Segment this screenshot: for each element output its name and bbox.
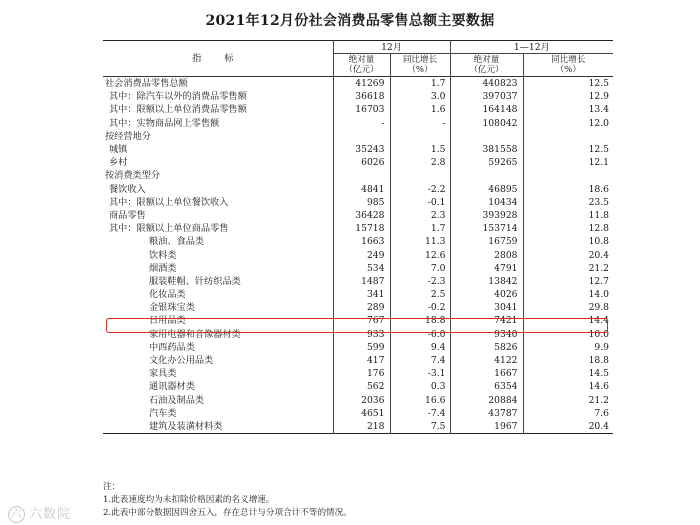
header-ytd-abs: 绝对量 （亿元） bbox=[450, 54, 523, 77]
cell-ytd-yoy: 7.6 bbox=[523, 407, 613, 420]
table-row bbox=[103, 301, 613, 314]
cell-ytd-abs: 4026 bbox=[450, 288, 523, 301]
cell-month-yoy: 0.3 bbox=[390, 380, 450, 393]
cell-month-abs: 41269 bbox=[333, 77, 390, 91]
cell-month-yoy: 3.0 bbox=[390, 90, 450, 103]
cell-ytd-abs: 1967 bbox=[450, 420, 523, 434]
cell-ytd-yoy: 12.0 bbox=[523, 117, 613, 130]
cell-month-abs: 6026 bbox=[333, 156, 390, 169]
cell-month-yoy: -7.4 bbox=[390, 407, 450, 420]
row-label: 商品零售 bbox=[109, 209, 146, 221]
row-label: 家用电器和音像器材类 bbox=[149, 328, 241, 340]
cell-ytd-yoy: 21.2 bbox=[523, 394, 613, 407]
cell-ytd-yoy: 12.7 bbox=[523, 275, 613, 288]
table-row bbox=[103, 380, 613, 393]
row-label: 其中：限额以上单位餐饮收入 bbox=[109, 196, 229, 208]
page-title: 2021年12月份社会消费品零售总额主要数据 bbox=[205, 13, 495, 29]
table-row bbox=[103, 275, 613, 288]
cell-ytd-yoy: 20.4 bbox=[523, 420, 613, 434]
cell-ytd-yoy: 10.0 bbox=[523, 328, 613, 341]
row-label: 通讯器材类 bbox=[149, 381, 195, 393]
row-label: 家具类 bbox=[149, 368, 177, 380]
cell-ytd-yoy: 20.4 bbox=[523, 248, 613, 261]
header-month-abs: 绝对量 （亿元） bbox=[333, 54, 390, 77]
cell-month-abs: 1663 bbox=[333, 235, 390, 248]
table-row bbox=[103, 117, 613, 130]
table-row bbox=[103, 248, 613, 261]
notes-heading: 注： bbox=[103, 482, 121, 492]
cell-month-abs: 16703 bbox=[333, 103, 390, 116]
cell-month-yoy: -0.1 bbox=[390, 196, 450, 209]
cell-month-yoy: 2.8 bbox=[390, 156, 450, 169]
cell-ytd-abs: 381558 bbox=[450, 143, 523, 156]
cell-ytd-abs bbox=[450, 169, 523, 182]
cell-ytd-yoy: 12.5 bbox=[523, 77, 613, 91]
table-row bbox=[103, 222, 613, 235]
table-row bbox=[103, 169, 613, 182]
cell-ytd-abs: 440823 bbox=[450, 77, 523, 91]
table-notes bbox=[103, 481, 352, 520]
cell-ytd-yoy: 12.1 bbox=[523, 156, 613, 169]
row-label: 建筑及装潢材料类 bbox=[149, 420, 223, 432]
cell-month-abs: 767 bbox=[333, 314, 390, 327]
cell-ytd-abs: 393928 bbox=[450, 209, 523, 222]
cell-month-abs: 4841 bbox=[333, 183, 390, 196]
cell-month-abs: 289 bbox=[333, 301, 390, 314]
cell-month-yoy bbox=[390, 169, 450, 182]
table-row bbox=[103, 288, 613, 301]
cell-ytd-abs: 7421 bbox=[450, 314, 523, 327]
note-1: 1.此表速度均为未扣除价格因素的名义增速。 bbox=[103, 495, 275, 505]
table-row bbox=[103, 156, 613, 169]
cell-ytd-abs: 10434 bbox=[450, 196, 523, 209]
row-label: 金银珠宝类 bbox=[149, 302, 195, 314]
cell-ytd-yoy: 13.4 bbox=[523, 103, 613, 116]
cell-ytd-yoy: 9.9 bbox=[523, 341, 613, 354]
cell-month-abs: 1487 bbox=[333, 275, 390, 288]
cell-month-abs: 176 bbox=[333, 367, 390, 380]
cell-month-abs bbox=[333, 130, 390, 143]
table-row bbox=[103, 420, 613, 434]
cell-ytd-yoy: 18.6 bbox=[523, 183, 613, 196]
table-row bbox=[103, 407, 613, 420]
cell-ytd-yoy: 14.5 bbox=[523, 367, 613, 380]
cell-month-yoy: 16.6 bbox=[390, 394, 450, 407]
cell-ytd-abs: 20884 bbox=[450, 394, 523, 407]
row-label: 其中：限额以上单位消费品零售额 bbox=[109, 104, 247, 116]
note-2: 2.此表中部分数据因四舍五入，存在总计与分项合计不等的情况。 bbox=[103, 508, 352, 518]
cell-month-abs: 341 bbox=[333, 288, 390, 301]
cell-ytd-abs: 13842 bbox=[450, 275, 523, 288]
cell-month-abs: 2036 bbox=[333, 394, 390, 407]
table-row bbox=[103, 314, 613, 327]
cell-month-yoy: 9.4 bbox=[390, 341, 450, 354]
table-row bbox=[103, 183, 613, 196]
cell-ytd-abs: 108042 bbox=[450, 117, 523, 130]
cell-month-abs: 599 bbox=[333, 341, 390, 354]
row-label: 按消费类型分 bbox=[105, 170, 161, 182]
header-month-yoy: 同比增长 （%） bbox=[390, 54, 450, 77]
cell-ytd-abs bbox=[450, 130, 523, 143]
table-row bbox=[103, 196, 613, 209]
cell-month-abs: 36618 bbox=[333, 90, 390, 103]
table-row bbox=[103, 235, 613, 248]
retail-sales-table bbox=[103, 40, 613, 434]
cell-ytd-abs: 3041 bbox=[450, 301, 523, 314]
row-label: 其中：除汽车以外的消费品零售额 bbox=[109, 91, 247, 103]
cell-ytd-yoy bbox=[523, 130, 613, 143]
row-label: 日用品类 bbox=[149, 315, 186, 327]
table-row bbox=[103, 328, 613, 341]
row-label: 中西药品类 bbox=[149, 341, 195, 353]
cell-month-abs: 534 bbox=[333, 262, 390, 275]
table-row bbox=[103, 262, 613, 275]
cell-month-yoy: 1.7 bbox=[390, 222, 450, 235]
cell-ytd-abs: 6354 bbox=[450, 380, 523, 393]
row-label: 按经营地分 bbox=[105, 130, 151, 142]
table-row bbox=[103, 90, 613, 103]
cell-month-abs bbox=[333, 169, 390, 182]
row-label: 餐饮收入 bbox=[109, 183, 146, 195]
header-indicator: 指 标 bbox=[192, 53, 244, 64]
table-row bbox=[103, 143, 613, 156]
row-label: 石油及制品类 bbox=[149, 394, 205, 406]
cell-ytd-abs: 9340 bbox=[450, 328, 523, 341]
row-label: 乡村 bbox=[109, 157, 128, 169]
watermark-logo-icon: 六 bbox=[8, 506, 25, 523]
cell-month-yoy: 1.6 bbox=[390, 103, 450, 116]
cell-ytd-abs: 5826 bbox=[450, 341, 523, 354]
cell-month-abs: 417 bbox=[333, 354, 390, 367]
cell-month-yoy: -0.2 bbox=[390, 301, 450, 314]
cell-ytd-abs: 2808 bbox=[450, 248, 523, 261]
header-ytd-yoy: 同比增长 （%） bbox=[523, 54, 613, 77]
cell-month-abs: 249 bbox=[333, 248, 390, 261]
cell-month-yoy bbox=[390, 130, 450, 143]
table-row bbox=[103, 394, 613, 407]
table-row bbox=[103, 103, 613, 116]
cell-ytd-yoy: 12.5 bbox=[523, 143, 613, 156]
table-row bbox=[103, 130, 613, 143]
cell-month-abs: 933 bbox=[333, 328, 390, 341]
cell-ytd-yoy: 11.8 bbox=[523, 209, 613, 222]
cell-month-yoy: -2.2 bbox=[390, 183, 450, 196]
table-row bbox=[103, 367, 613, 380]
cell-ytd-yoy: 12.8 bbox=[523, 222, 613, 235]
cell-ytd-abs: 16759 bbox=[450, 235, 523, 248]
cell-month-yoy: -3.1 bbox=[390, 367, 450, 380]
cell-month-abs: 15718 bbox=[333, 222, 390, 235]
cell-ytd-yoy: 18.8 bbox=[523, 354, 613, 367]
cell-month-abs: 562 bbox=[333, 380, 390, 393]
table-row bbox=[103, 341, 613, 354]
cell-month-yoy: 2.5 bbox=[390, 288, 450, 301]
cell-ytd-abs: 46895 bbox=[450, 183, 523, 196]
cell-month-yoy: 7.4 bbox=[390, 354, 450, 367]
cell-month-abs: 36428 bbox=[333, 209, 390, 222]
header-period-ytd: 1—12月 bbox=[450, 41, 613, 54]
cell-ytd-yoy: 29.8 bbox=[523, 301, 613, 314]
cell-ytd-yoy bbox=[523, 169, 613, 182]
cell-month-yoy: -6.0 bbox=[390, 328, 450, 341]
cell-month-yoy: 2.3 bbox=[390, 209, 450, 222]
header-period-month: 12月 bbox=[333, 41, 450, 54]
cell-month-abs: - bbox=[333, 117, 390, 130]
cell-month-abs: 4651 bbox=[333, 407, 390, 420]
row-label: 社会消费品零售总额 bbox=[105, 78, 188, 90]
cell-month-yoy: 12.6 bbox=[390, 248, 450, 261]
cell-month-yoy: - bbox=[390, 117, 450, 130]
cell-ytd-abs: 164148 bbox=[450, 103, 523, 116]
table-row bbox=[103, 209, 613, 222]
cell-ytd-abs: 153714 bbox=[450, 222, 523, 235]
watermark: 六 六数院 bbox=[8, 503, 71, 523]
cell-ytd-yoy: 14.4 bbox=[523, 314, 613, 327]
row-label: 文化办公用品类 bbox=[149, 355, 214, 367]
cell-ytd-yoy: 23.5 bbox=[523, 196, 613, 209]
row-label: 化妆品类 bbox=[149, 289, 186, 301]
table-row bbox=[103, 354, 613, 367]
row-label: 其中：限额以上单位商品零售 bbox=[109, 223, 229, 235]
cell-ytd-abs: 1667 bbox=[450, 367, 523, 380]
cell-month-abs: 35243 bbox=[333, 143, 390, 156]
table-row bbox=[103, 77, 613, 91]
cell-ytd-abs: 59265 bbox=[450, 156, 523, 169]
cell-month-abs: 985 bbox=[333, 196, 390, 209]
row-label: 汽车类 bbox=[149, 407, 177, 419]
cell-ytd-yoy: 14.0 bbox=[523, 288, 613, 301]
cell-month-yoy: 11.3 bbox=[390, 235, 450, 248]
row-label: 烟酒类 bbox=[149, 262, 177, 274]
cell-month-yoy: -2.3 bbox=[390, 275, 450, 288]
row-label: 城镇 bbox=[109, 144, 128, 156]
row-label: 饮料类 bbox=[149, 249, 177, 261]
cell-month-yoy: 7.0 bbox=[390, 262, 450, 275]
cell-month-abs: 218 bbox=[333, 420, 390, 434]
cell-ytd-yoy: 12.9 bbox=[523, 90, 613, 103]
cell-ytd-yoy: 10.8 bbox=[523, 235, 613, 248]
cell-month-yoy: 1.7 bbox=[390, 77, 450, 91]
cell-ytd-yoy: 21.2 bbox=[523, 262, 613, 275]
row-label: 粮油、食品类 bbox=[149, 236, 205, 248]
row-label: 其中：实物商品网上零售额 bbox=[109, 117, 220, 129]
cell-month-yoy: 7.5 bbox=[390, 420, 450, 434]
cell-ytd-abs: 397037 bbox=[450, 90, 523, 103]
row-label: 服装鞋帽、针纺织品类 bbox=[149, 275, 241, 287]
cell-ytd-abs: 43787 bbox=[450, 407, 523, 420]
cell-ytd-yoy: 14.6 bbox=[523, 380, 613, 393]
cell-month-yoy: 1.5 bbox=[390, 143, 450, 156]
cell-ytd-abs: 4791 bbox=[450, 262, 523, 275]
cell-month-yoy: 18.8 bbox=[390, 314, 450, 327]
cell-ytd-abs: 4122 bbox=[450, 354, 523, 367]
